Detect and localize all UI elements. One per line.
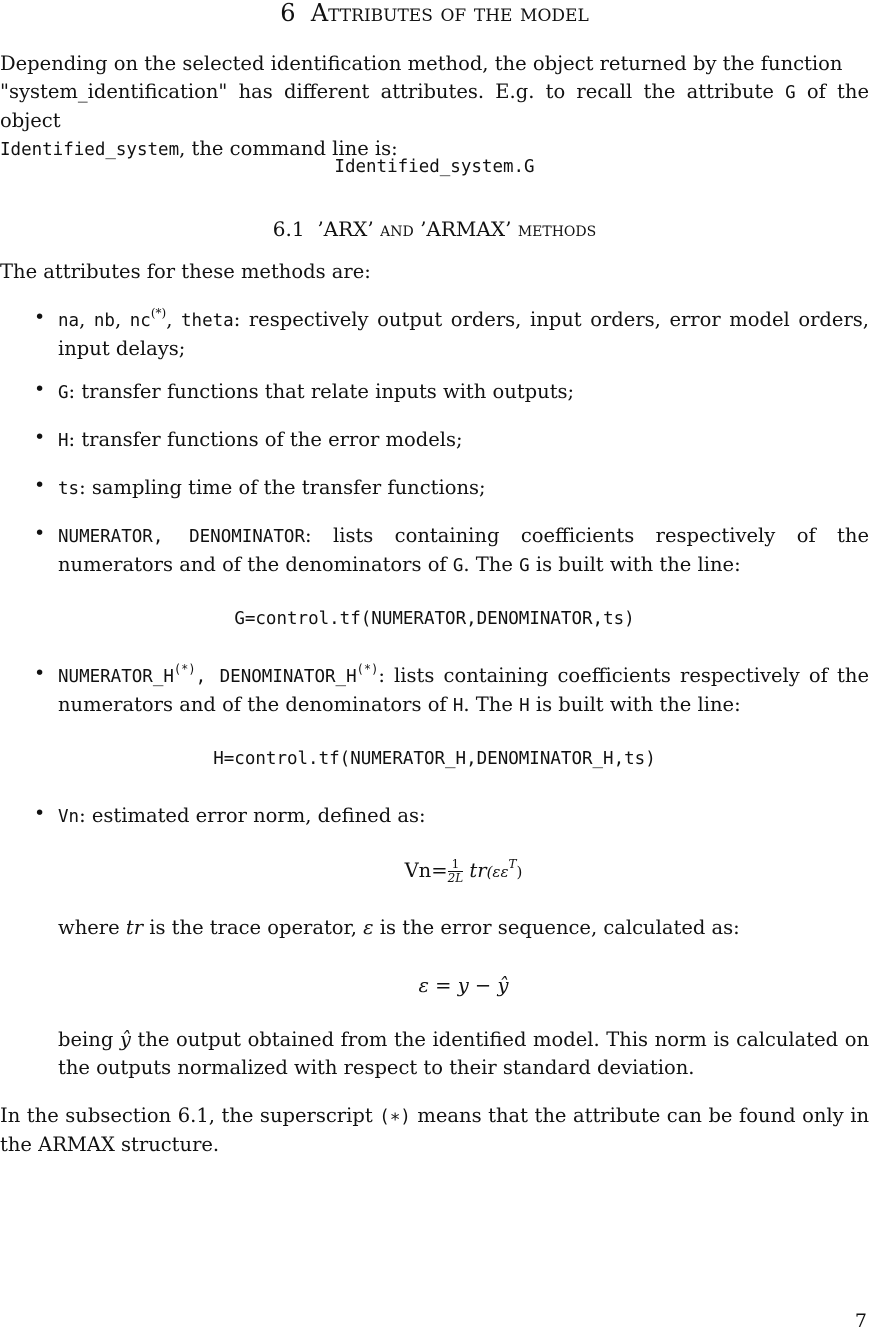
formula-g: G=control.tf(NUMERATOR,DENOMINATOR,ts): [234, 609, 635, 629]
bullet-numerator-h: NUMERATOR_H(*), DENOMINATOR_H(*): lists containing coefficients respectively of the numerators and of the denominators of H. The H is built with the line:: [58, 661, 869, 716]
bullet-icon: •: [34, 306, 46, 328]
bullet-icon: •: [34, 378, 46, 400]
bullet-h: H: transfer functions of the error models;: [58, 428, 463, 451]
subsection-heading: 6.1 ’ARX’ and ’ARMAX’ methods: [272, 217, 597, 241]
intro-line-1: Depending on the selected identification method, the object returned by the function: [0, 52, 843, 75]
bullet-icon: •: [34, 426, 46, 448]
bullet-vn: Vn: estimated error norm, defined as:: [58, 804, 426, 827]
page-number: 7: [854, 1310, 867, 1332]
lead-text: The attributes for these methods are:: [0, 260, 371, 283]
bullet-ts: ts: sampling time of the transfer functions;: [58, 476, 486, 499]
vn-equation: Vn= $\frac{1}{2L}$ $tr(\varepsilon\varepsilon^T)$: [404, 856, 523, 885]
formula-h: H=control.tf(NUMERATOR_H,DENOMINATOR_H,ts): [213, 749, 656, 769]
section-heading: [0, 0, 869, 26]
command-line: Identified_system.G: [334, 157, 535, 177]
intro-paragraph: [0, 50, 869, 164]
section-title: Attributes of the model: [310, 0, 589, 27]
error-equation: ε = y − ŷ: [418, 974, 509, 997]
bullet-g: G: transfer functions that relate inputs with outputs;: [58, 380, 575, 403]
footer-note: In the subsection 6.1, the superscript (∗) means that the attribute can be found only in the ARMAX structure.: [0, 1104, 869, 1156]
bullet-numerator: NUMERATOR, DENOMINATOR: lists containing coefficients respectively of the numerators and of the denominators of G. The G is built with the line:: [58, 524, 869, 576]
bullet-icon: •: [34, 474, 46, 496]
bullet-icon: •: [34, 802, 46, 824]
intro-line-3: Identified_system, the command line is:: [0, 137, 398, 160]
section-number: 6: [280, 0, 296, 27]
intro-line-2: "system_identification" has different attributes. E.g. to recall the attribute G of the object: [0, 80, 869, 132]
bullet-icon: •: [34, 662, 46, 684]
bullet-icon: •: [34, 522, 46, 544]
where-text: where tr is the trace operator, ε is the error sequence, calculated as:: [58, 916, 740, 939]
being-text: being ŷ the output obtained from the identified model. This norm is calculated on the outputs normalized with respect to their standard deviation.: [58, 1028, 869, 1079]
bullet-orders: na, nb, nc(*), theta: respectively output orders, input orders, error model orders, input delays;: [58, 305, 869, 360]
